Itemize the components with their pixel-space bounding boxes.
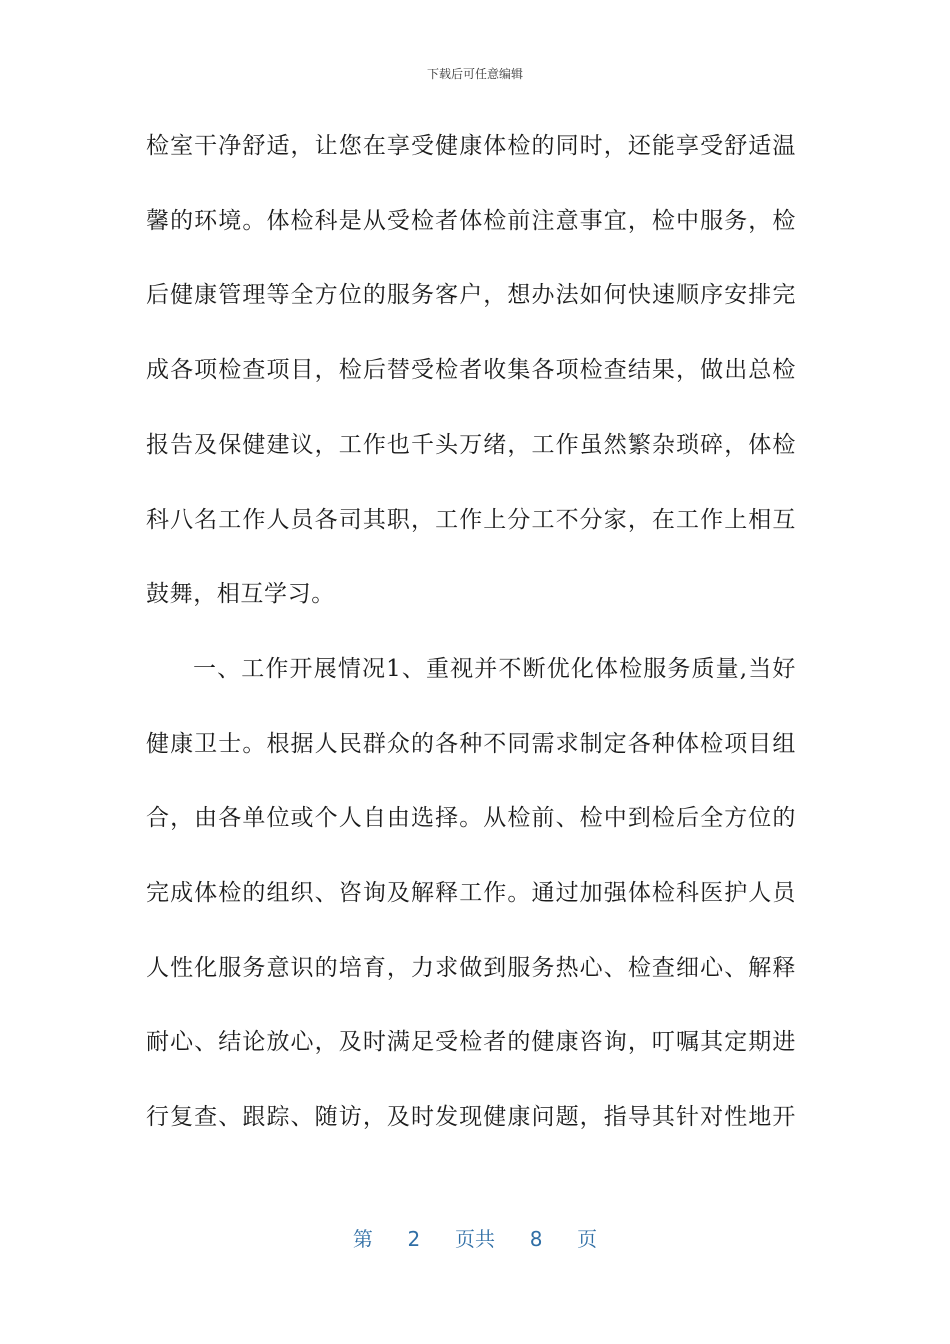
footer-current-page: 2 [407, 1227, 421, 1251]
paragraph-1-line-7: 鼓舞，相互学习。 [146, 581, 335, 607]
paragraph-1-line-3: 后健康管理等全方位的服务客户，想办法如何快速顺序安排完 [146, 282, 796, 308]
footer-prefix: 第 [352, 1227, 373, 1251]
paragraph-1-line-2: 馨的环境。体检科是从受检者体检前注意事宜，检中服务，检 [146, 208, 796, 234]
paragraph-1-line-1: 检室干净舒适，让您在享受健康体检的同时，还能享受舒适温 [146, 133, 796, 159]
paragraph-2-line-1: 一、工作开展情况1、重视并不断优化体检服务质量,当好 [193, 656, 796, 682]
footer-total-pages: 8 [529, 1227, 543, 1251]
paragraph-2-line-4: 完成体检的组织、咨询及解释工作。通过加强体检科医护人员 [146, 880, 796, 906]
paragraph-2-line-5: 人性化服务意识的培育，力求做到服务热心、检查细心、解释 [146, 955, 796, 981]
page-header: 下载后可任意编辑 [426, 67, 523, 81]
paragraph-2-line-6: 耐心、结论放心，及时满足受检者的健康咨询，叮嘱其定期进 [146, 1029, 796, 1055]
footer-suffix: 页 [577, 1227, 598, 1251]
paragraph-2-line-2: 健康卫士。根据人民群众的各种不同需求制定各种体检项目组 [146, 731, 796, 757]
paragraph-2-line-3: 合，由各单位或个人自由选择。从检前、检中到检后全方位的 [146, 805, 796, 831]
page-number-footer [0, 1226, 950, 1252]
paragraph-2-line-7: 行复查、跟踪、随访，及时发现健康问题，指导其针对性地开 [146, 1104, 796, 1130]
paragraph-1-line-6: 科八名工作人员各司其职，工作上分工不分家，在工作上相互 [146, 507, 796, 533]
paragraph-1-line-5: 报告及保健建议，工作也千头万绪，工作虽然繁杂琐碎，体检 [146, 432, 796, 458]
footer-middle: 页共 [455, 1227, 495, 1251]
paragraph-1-line-4: 成各项检查项目，检后替受检者收集各项检查结果，做出总检 [146, 357, 796, 383]
